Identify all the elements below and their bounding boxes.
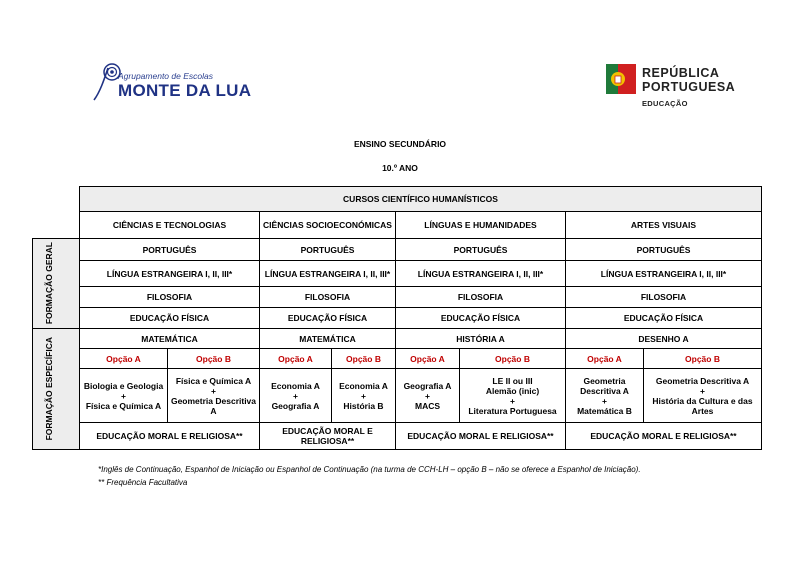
school-logo xyxy=(88,62,253,104)
table-row xyxy=(33,212,762,239)
trunk-subject-cell: MATEMÁTICA xyxy=(80,329,260,349)
option-cell: Geografia A + MACS xyxy=(396,369,460,423)
school-logo-name: MONTE DA LUA xyxy=(118,81,252,100)
emr-cell: EDUCAÇÃO MORAL E RELIGIOSA** xyxy=(260,423,396,450)
trunk-subject-cell: MATEMÁTICA xyxy=(260,329,396,349)
table-row xyxy=(33,308,762,329)
page-subtitle: 10.º ANO xyxy=(382,163,418,173)
subject-cell: FILOSOFIA xyxy=(566,287,762,308)
subject-cell: LÍNGUA ESTRANGEIRA I, II, III* xyxy=(566,261,762,287)
course-header: LÍNGUAS E HUMANIDADES xyxy=(396,212,566,239)
curriculum-table xyxy=(32,186,762,450)
option-a-header: Opção A xyxy=(80,349,168,369)
main-header: CURSOS CIENTÍFICO HUMANÍSTICOS xyxy=(80,187,762,212)
table-row xyxy=(33,239,762,261)
option-cell: Biologia e Geologia + Física e Química A xyxy=(80,369,168,423)
page-title: ENSINO SECUNDÁRIO xyxy=(353,139,447,149)
table-row xyxy=(33,329,762,349)
footnote: *Inglês de Continuação, Espanhol de Iniciação ou Espanhol de Continuação (na turma de CCH-LH – opção B – não se oferece a Espanhol de Iniciação). xyxy=(98,465,641,474)
option-cell: Geometria Descritiva A + História da Cultura e das Artes xyxy=(644,369,762,423)
school-logo-subtitle: Agrupamento de Escolas xyxy=(118,71,213,81)
subject-cell: EDUCAÇÃO FÍSICA xyxy=(396,308,566,329)
emr-cell: EDUCAÇÃO MORAL E RELIGIOSA** xyxy=(80,423,260,450)
subject-cell: FILOSOFIA xyxy=(396,287,566,308)
table-row xyxy=(33,423,762,450)
trunk-subject-cell: HISTÓRIA A xyxy=(396,329,566,349)
course-header: CIÊNCIAS SOCIOECONÓMICAS xyxy=(260,212,396,239)
option-b-header: Opção B xyxy=(332,349,396,369)
subject-cell: EDUCAÇÃO FÍSICA xyxy=(566,308,762,329)
table-row xyxy=(33,349,762,369)
trunk-subject-cell: DESENHO A xyxy=(566,329,762,349)
government-logo xyxy=(606,62,746,112)
option-a-header: Opção A xyxy=(260,349,332,369)
gov-logo-line3: EDUCAÇÃO xyxy=(642,99,688,108)
emr-cell: EDUCAÇÃO MORAL E RELIGIOSA** xyxy=(396,423,566,450)
course-header: ARTES VISUAIS xyxy=(566,212,762,239)
subject-cell: PORTUGUÊS xyxy=(80,239,260,261)
option-a-header: Opção A xyxy=(566,349,644,369)
option-a-header: Opção A xyxy=(396,349,460,369)
option-b-header: Opção B xyxy=(644,349,762,369)
option-cell: Geometria Descritiva A + Matemática B xyxy=(566,369,644,423)
subject-cell: LÍNGUA ESTRANGEIRA I, II, III* xyxy=(80,261,260,287)
subject-cell: FILOSOFIA xyxy=(80,287,260,308)
subject-cell: PORTUGUÊS xyxy=(396,239,566,261)
subject-cell: EDUCAÇÃO FÍSICA xyxy=(260,308,396,329)
republic-emblem-icon xyxy=(606,64,636,94)
table-row xyxy=(33,261,762,287)
subject-cell: PORTUGUÊS xyxy=(566,239,762,261)
option-cell: Economia A + Geografia A xyxy=(260,369,332,423)
gov-logo-line2: PORTUGUESA xyxy=(642,80,736,94)
formacao-geral-label: FORMAÇÃO GERAL xyxy=(33,239,80,329)
table-row xyxy=(33,187,762,212)
subject-cell: LÍNGUA ESTRANGEIRA I, II, III* xyxy=(260,261,396,287)
subject-cell: PORTUGUÊS xyxy=(260,239,396,261)
option-b-header: Opção B xyxy=(460,349,566,369)
formacao-especifica-label: FORMAÇÃO ESPECÍFICA xyxy=(33,329,80,450)
gov-logo-line1: REPÚBLICA xyxy=(642,66,720,80)
option-cell: Economia A + História B xyxy=(332,369,396,423)
course-header: CIÊNCIAS E TECNOLOGIAS xyxy=(80,212,260,239)
footnote: ** Frequência Facultativa xyxy=(98,478,188,487)
option-cell: LE II ou III Alemão (inic) + Literatura Portuguesa xyxy=(460,369,566,423)
option-b-header: Opção B xyxy=(168,349,260,369)
option-cell: Física e Química A + Geometria Descritiva A xyxy=(168,369,260,423)
subject-cell: EDUCAÇÃO FÍSICA xyxy=(80,308,260,329)
subject-cell: LÍNGUA ESTRANGEIRA I, II, III* xyxy=(396,261,566,287)
subject-cell: FILOSOFIA xyxy=(260,287,396,308)
table-row xyxy=(33,369,762,423)
table-row xyxy=(33,287,762,308)
emr-cell: EDUCAÇÃO MORAL E RELIGIOSA** xyxy=(566,423,762,450)
